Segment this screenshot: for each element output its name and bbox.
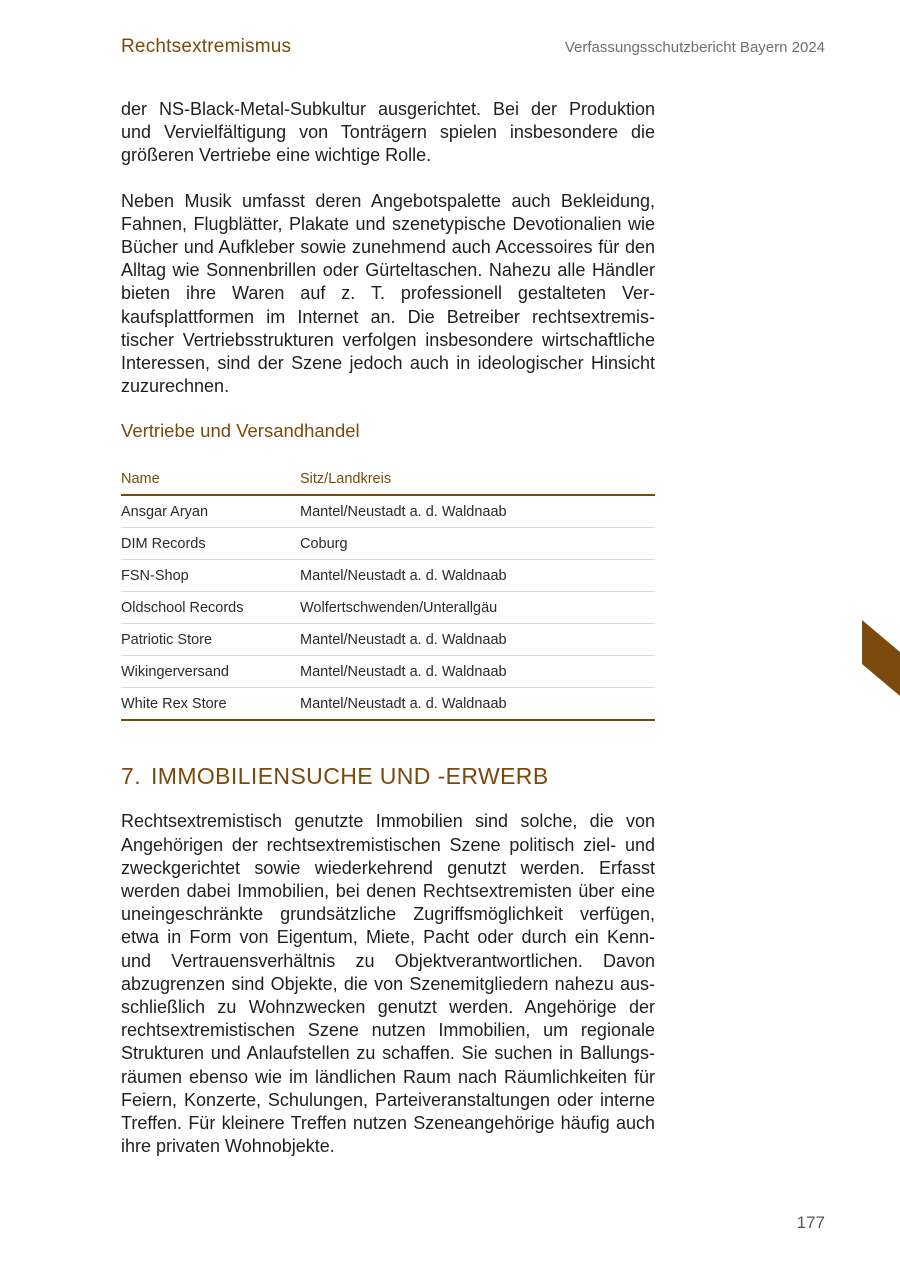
cell-name: DIM Records [121, 528, 300, 560]
section-heading [121, 763, 655, 790]
page-content [121, 98, 655, 1158]
cell-location: Mantel/Neustadt a. d. Waldnaab [300, 624, 655, 656]
table-row [121, 495, 655, 528]
table-row [121, 528, 655, 560]
table-row [121, 624, 655, 656]
table-header-row [121, 468, 655, 495]
table-row [121, 592, 655, 624]
section-number: 7. [121, 763, 141, 790]
cell-location: Mantel/Neustadt a. d. Waldnaab [300, 688, 655, 721]
paragraph-continuation: der NS-Black-Metal-Subkultur ausgerichtet. Bei der Produktion und Vervielfältigung von Tonträgern spielen insbesondere die größeren Vertriebe eine wichtige Rolle. [121, 99, 655, 166]
cell-name: Patriotic Store [121, 624, 300, 656]
section-title: IMMOBILIENSUCHE UND -ERWERB [150, 763, 549, 790]
column-header-name: Name [121, 468, 300, 495]
page-number: 177 [796, 1213, 825, 1232]
running-header-publication: Verfassungsschutzbericht Bayern 2024 [564, 39, 825, 56]
table-row [121, 688, 655, 721]
cell-name: White Rex Store [121, 688, 300, 721]
cell-location: Mantel/Neustadt a. d. Waldnaab [300, 656, 655, 688]
table-row [121, 656, 655, 688]
cell-name: Oldschool Records [121, 592, 300, 624]
column-header-location: Sitz/Landkreis [300, 468, 655, 495]
cell-name: Ansgar Aryan [121, 495, 300, 528]
running-header-section: Rechtsextremismus [121, 36, 292, 57]
cell-name: Wikingerversand [121, 656, 300, 688]
cell-location: Wolfertschwenden/Unterallgäu [300, 592, 655, 624]
distributors-table [121, 468, 655, 721]
paragraph-real-estate: Rechtsextremistisch genutzte Immobilien sind solche, die von Angehörigen der rechtsextremistischen Szene politisch ziel- und zweckgerichtet sowie wiederkehrend genutzt werden. Erfasst werden dabei Immobilien, bei denen Rechtsextremisten über eine uneingeschränkte grundsätzliche Zugriffsmöglichkeit verfügen, etwa in Form von Eigentum, Miete, Pacht oder durch ein Kenn- und Vertrauensverhältnis zu Objektverantwortlichen. Davon abzugrenzen sind Objekte, die von Szenemitgliedern nahezu ausschließlich zu Wohnzwecken genutzt werden. Angehörige der rechtsextremistischen Szene nutzen Immobilien, um regionale Strukturen und Anlaufstellen zu schaffen. Sie suchen in Ballungsräumen ebenso wie im ländlichen Raum nach Räumlichkeiten für Feiern, Konzerte, Schulungen, Parteiveranstaltungen oder interne Treffen. Für kleinere Treffen nutzen Szeneangehörige häufig auch ihre privaten Wohnobjekte. [121, 811, 655, 1157]
chapter-tab-marker [862, 620, 900, 696]
table-heading: Vertriebe und Versandhandel [121, 420, 360, 442]
table-row [121, 560, 655, 592]
cell-location: Mantel/Neustadt a. d. Waldnaab [300, 495, 655, 528]
cell-name: FSN-Shop [121, 560, 300, 592]
cell-location: Coburg [300, 528, 655, 560]
cell-location: Mantel/Neustadt a. d. Waldnaab [300, 560, 655, 592]
paragraph-product-range: Neben Musik umfasst deren Angebotspalette auch Bekleidung, Fahnen, Flugblätter, Plakate und szenetypische Devotionalien wie Bücher und Aufkleber sowie zunehmend auch Accessoires für den Alltag wie Sonnenbrillen oder Gürteltaschen. Nahezu alle Händler bieten ihre Waren auf z. T. professionell gestalteten Verkaufsplattformen im Internet an. Die Betreiber rechtsextremistischer Vertriebsstrukturen verfolgen insbesondere wirtschaftliche Interessen, sind der Szene jedoch auch in ideologischer Hinsicht zuzurechnen. [121, 190, 655, 397]
